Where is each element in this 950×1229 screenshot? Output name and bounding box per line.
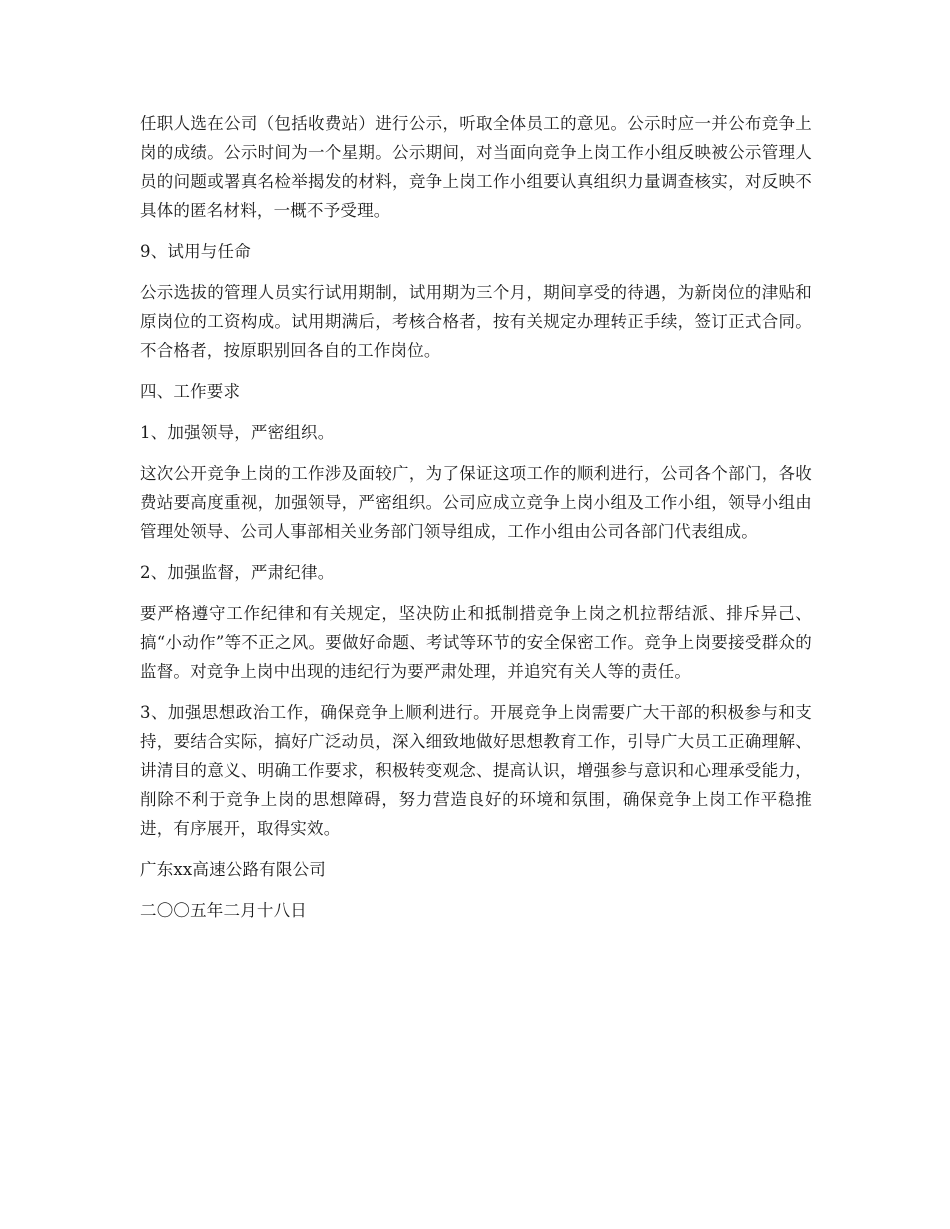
paragraph-announcement: 任职人选在公司（包括收费站）进行公示，听取全体员工的意见。公示时应一并公布竞争上岗的成绩。公示时间为一个星期。公示期间，对当面向竞争上岗工作小组反映被公示管理人员的问题或署真名检举揭发的材料，竞争上岗工作小组要认真组织力量调查核实，对反映不具体的匿名材料，一概不予受理。 — [140, 114, 812, 220]
document-body — [140, 109, 812, 937]
document-date: 二〇〇五年二月十八日 — [140, 901, 307, 920]
paragraph-supervision: 要严格遵守工作纪律和有关规定，坚决防止和抵制措竞争上岗之机拉帮结派、排斥异己、搞“小动作”等不正之风。要做好命题、考试等环节的安全保密工作。竞争上岗要接受群众的监督。对竞争上岗中出现的违纪行为要严肃处理，并追究有关人等的责任。 — [140, 604, 812, 681]
paragraph-trial-period: 公示选拔的管理人员实行试用期制，试用期为三个月，期间享受的待遇，为新岗位的津贴和原岗位的工资构成。试用期满后，考核合格者，按有关规定办理转正手续，签订正式合同。不合格者，按原职别回各自的工作岗位。 — [140, 283, 812, 360]
heading-supervision: 2、加强监督，严肃纪律。 — [140, 563, 335, 582]
company-signature: 广东xx高速公路有限公司 — [140, 860, 327, 879]
heading-leadership: 1、加强领导，严密组织。 — [140, 423, 335, 442]
heading-work-requirements: 四、工作要求 — [140, 382, 241, 401]
paragraph-political-work: 3、加强思想政治工作，确保竞争上顺利进行。开展竞争上岗需要广大干部的积极参与和支持，要结合实际，搞好广泛动员，深入细致地做好思想教育工作，引导广大员工正确理解、讲清目的意义、明确工作要求，积极转变观念、提高认识，增强参与意识和心理承受能力，削除不利于竞争上岗的思想障碍，努力营造良好的环境和氛围，确保竞争上岗工作平稳推进，有序展开，取得实效。 — [140, 703, 812, 838]
heading-trial-appointment: 9、试用与任命 — [140, 242, 251, 261]
paragraph-leadership: 这次公开竞争上岗的工作涉及面较广，为了保证这项工作的顺利进行，公司各个部门，各收费站要高度重视，加强领导，严密组织。公司应成立竞争上岗小组及工作小组，领导小组由管理处领导、公司人事部相关业务部门领导组成，工作小组由公司各部门代表组成。 — [140, 464, 812, 541]
